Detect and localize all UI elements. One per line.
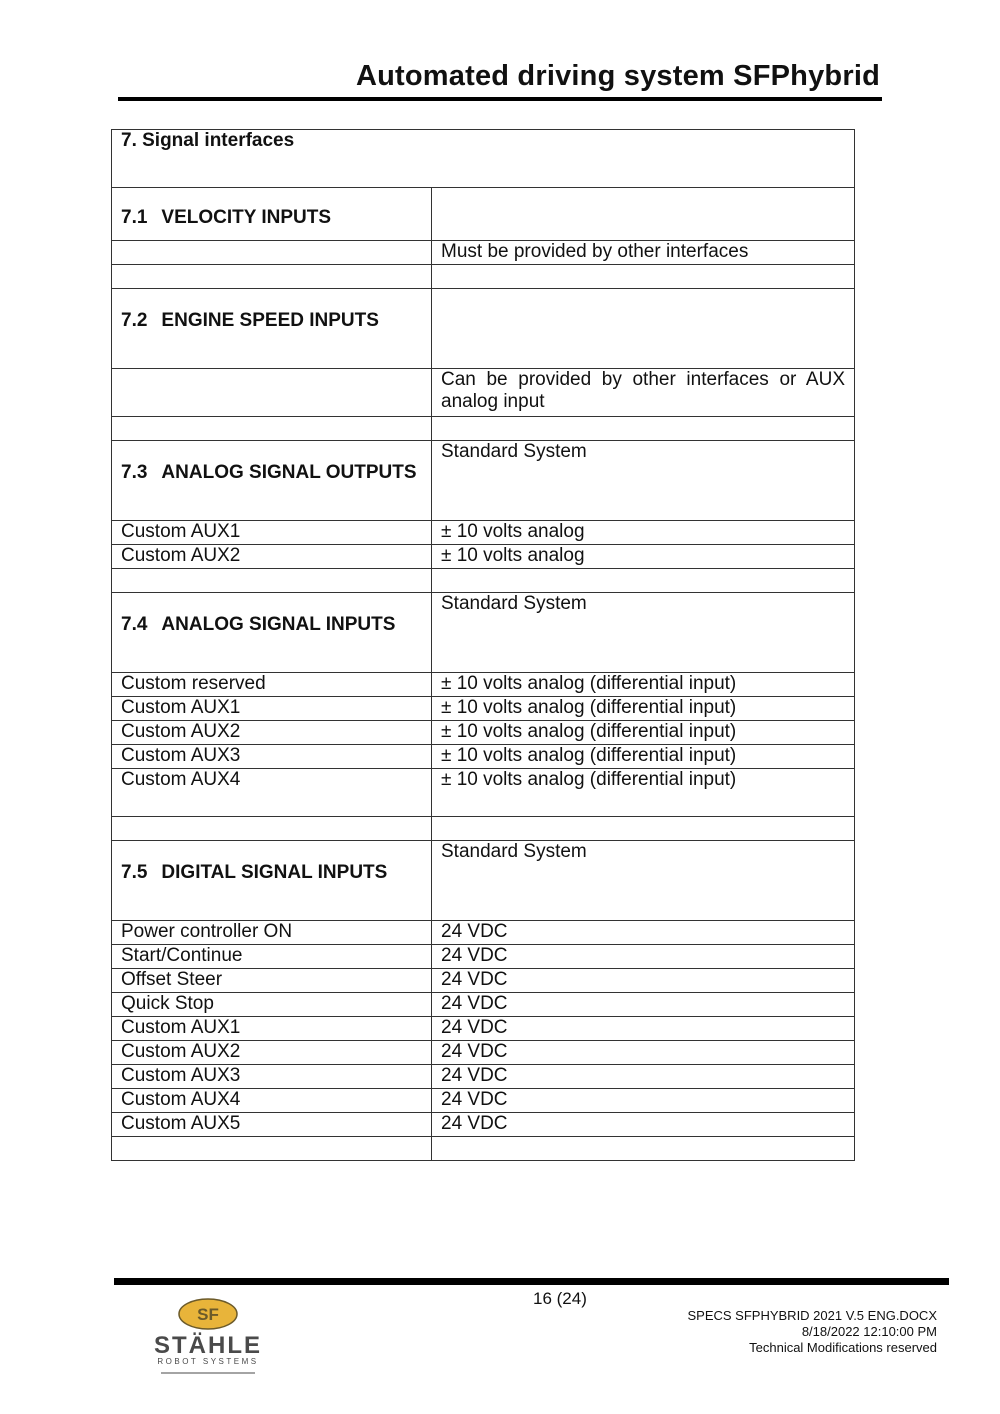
stahle-logo bbox=[133, 1296, 283, 1376]
table-row: Quick Stop 24 VDC bbox=[112, 993, 855, 1017]
section-right bbox=[432, 188, 855, 241]
print-date: 8/18/2022 12:10:00 PM bbox=[801, 1324, 937, 1339]
page-number: 16 (24) bbox=[533, 1289, 587, 1308]
section-title: ANALOG SIGNAL INPUTS bbox=[161, 614, 396, 635]
section-header-7-5 bbox=[112, 841, 855, 921]
modifications-note: Technical Modifications reserved bbox=[749, 1340, 937, 1355]
table-row: Can be provided by other interfaces or AUX analog input bbox=[112, 369, 855, 417]
section-right: Standard System bbox=[432, 841, 855, 921]
table-row: Custom AUX2 24 VDC bbox=[112, 1041, 855, 1065]
table-row: Custom AUX2 ± 10 volts analog bbox=[112, 545, 855, 569]
table-row: Custom AUX5 24 VDC bbox=[112, 1113, 855, 1137]
signal-interfaces-table bbox=[111, 129, 855, 1161]
logo-mark: SF bbox=[197, 1305, 219, 1324]
logo-text: STÄHLE bbox=[154, 1332, 262, 1359]
section-right: Standard System bbox=[432, 441, 855, 521]
section-header-7-4 bbox=[112, 593, 855, 673]
table-row: Custom reserved ± 10 volts analog (differential input) bbox=[112, 673, 855, 697]
table-row: Custom AUX4 24 VDC bbox=[112, 1089, 855, 1113]
table-row: Custom AUX4 ± 10 volts analog (differential input) bbox=[112, 769, 855, 817]
table-row: Custom AUX1 ± 10 volts analog bbox=[112, 521, 855, 545]
table-row: Custom AUX1 24 VDC bbox=[112, 1017, 855, 1041]
section-right: Standard System bbox=[432, 593, 855, 673]
footer-rule bbox=[114, 1278, 949, 1285]
table-row: Power controller ON 24 VDC bbox=[112, 921, 855, 945]
table-row: Must be provided by other interfaces bbox=[112, 241, 855, 265]
table-row bbox=[112, 569, 855, 593]
section-number: 7.4 bbox=[121, 614, 148, 635]
table-row: Custom AUX3 ± 10 volts analog (differential input) bbox=[112, 745, 855, 769]
section-number: 7.1 bbox=[121, 207, 148, 228]
section-header-7-3 bbox=[112, 441, 855, 521]
file-name: SPECS SFPHYBRID 2021 V.5 ENG.DOCX bbox=[687, 1308, 937, 1323]
table-row bbox=[112, 1137, 855, 1161]
section-main-title: 7. Signal interfaces bbox=[112, 130, 855, 188]
section-header-7-2 bbox=[112, 289, 855, 369]
section-title: ANALOG SIGNAL OUTPUTS bbox=[161, 462, 417, 483]
table-row bbox=[112, 265, 855, 289]
table-row bbox=[112, 817, 855, 841]
logo-subtext: ROBOT SYSTEMS bbox=[157, 1357, 259, 1366]
section-right bbox=[432, 289, 855, 369]
section-title: DIGITAL SIGNAL INPUTS bbox=[161, 862, 388, 883]
section-header-7-1 bbox=[112, 188, 855, 241]
section-number: 7.3 bbox=[121, 462, 148, 483]
footer-info bbox=[687, 1308, 937, 1356]
table-row: Custom AUX3 24 VDC bbox=[112, 1065, 855, 1089]
section-title: VELOCITY INPUTS bbox=[161, 207, 332, 228]
document-title: Automated driving system SFPhybrid bbox=[355, 60, 880, 92]
section-title: ENGINE SPEED INPUTS bbox=[161, 310, 379, 331]
table-row: Custom AUX2 ± 10 volts analog (differential input) bbox=[112, 721, 855, 745]
header-rule bbox=[118, 97, 882, 101]
section-number: 7.2 bbox=[121, 310, 148, 331]
table-row: Custom AUX1 ± 10 volts analog (differential input) bbox=[112, 697, 855, 721]
table-row: Start/Continue 24 VDC bbox=[112, 945, 855, 969]
section-number: 7.5 bbox=[121, 862, 148, 883]
table-row bbox=[112, 417, 855, 441]
table-row: Offset Steer 24 VDC bbox=[112, 969, 855, 993]
